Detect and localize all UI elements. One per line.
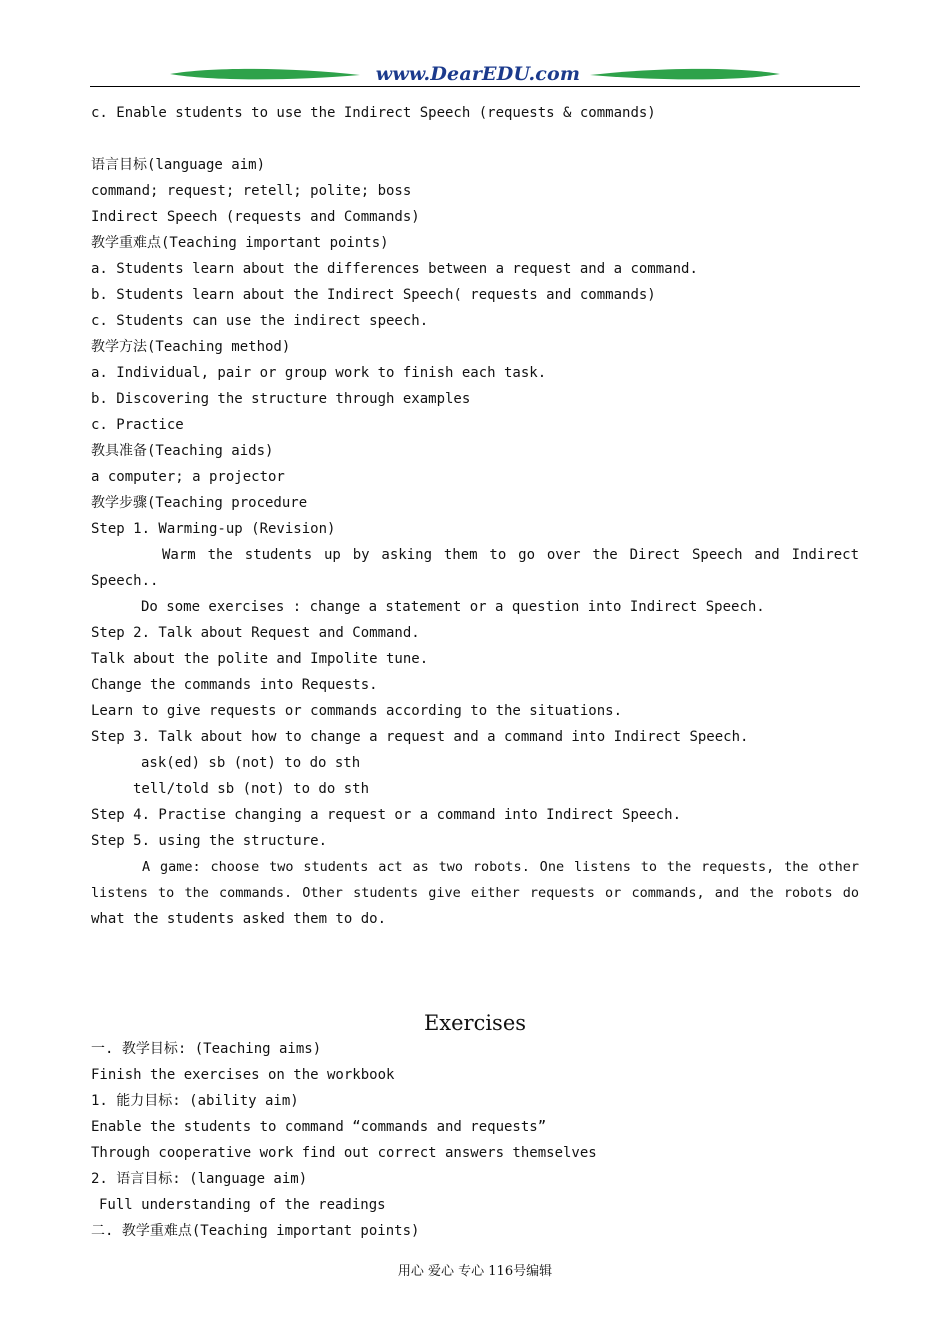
green-swoosh-right <box>590 66 780 82</box>
text-line: what the students asked them to do. <box>91 911 387 927</box>
text-line: c. Practice <box>91 417 184 433</box>
step-heading: Step 1. Warming-up (Revision) <box>91 521 336 537</box>
page-header <box>90 58 860 92</box>
section-heading: 教具准备(Teaching aids) <box>91 443 274 459</box>
text-line: command; request; retell; polite; boss <box>91 183 412 199</box>
paragraph-line: Warm the students up by asking them to go over the Direct Speech and Indirect <box>162 547 859 563</box>
structure-line: tell/told sb (not) to do sth <box>133 781 370 797</box>
text-line: Learn to give requests or commands according to the situations. <box>91 703 623 719</box>
text-line: b. Students learn about the Indirect Speech( requests and commands) <box>91 287 656 303</box>
section-heading: 教学步骤(Teaching procedure <box>91 495 308 511</box>
header-rule <box>90 86 860 87</box>
text-line: Talk about the polite and Impolite tune. <box>91 651 429 667</box>
text-line: b. Discovering the structure through examples <box>91 391 471 407</box>
step-heading: Step 2. Talk about Request and Command. <box>91 625 420 641</box>
section-heading: 2. 语言目标: (language aim) <box>91 1171 308 1187</box>
text-line: Change the commands into Requests. <box>91 677 378 693</box>
exercises-title: Exercises <box>423 1011 527 1035</box>
section-heading: 语言目标(language aim) <box>91 157 266 173</box>
text-line: Finish the exercises on the workbook <box>91 1067 395 1083</box>
paragraph-line: listens to the commands. Other students give either requests or commands, and the robots do <box>91 885 859 901</box>
step-heading: Step 4. Practise changing a request or a command into Indirect Speech. <box>91 807 682 823</box>
text-line: Do some exercises : change a statement or a question into Indirect Speech. <box>141 599 765 615</box>
structure-line: ask(ed) sb (not) to do sth <box>141 755 361 771</box>
text-line: c. Enable students to use the Indirect Speech (requests & commands) <box>91 105 656 121</box>
page-footer: 用心 爱心 专心 116号编辑 <box>397 1264 553 1279</box>
text-line: Through cooperative work find out correct answers themselves <box>91 1145 597 1161</box>
step-heading: Step 3. Talk about how to change a request and a command into Indirect Speech. <box>91 729 749 745</box>
site-logo-text: www.DearEDU.com <box>375 63 581 85</box>
section-heading: 教学重难点(Teaching important points) <box>91 235 389 251</box>
text-line: Enable the students to command “commands and requests” <box>91 1119 547 1135</box>
text-line: Full understanding of the readings <box>99 1197 386 1213</box>
text-line: Speech.. <box>91 573 159 589</box>
text-line: Indirect Speech (requests and Commands) <box>91 209 420 225</box>
text-line: a. Students learn about the differences between a request and a command. <box>91 261 698 277</box>
step-heading: Step 5. using the structure. <box>91 833 328 849</box>
paragraph-line: A game: choose two students act as two robots. One listens to the requests, the other <box>142 859 859 875</box>
section-heading: 1. 能力目标: (ability aim) <box>91 1093 299 1109</box>
text-line: a. Individual, pair or group work to finish each task. <box>91 365 547 381</box>
section-heading: 一. 教学目标: (Teaching aims) <box>91 1041 322 1057</box>
section-heading: 二. 教学重难点(Teaching important points) <box>91 1223 420 1239</box>
text-line: c. Students can use the indirect speech. <box>91 313 429 329</box>
text-line: a computer; a projector <box>91 469 285 485</box>
section-heading: 教学方法(Teaching method) <box>91 339 291 355</box>
green-swoosh-left <box>170 66 360 82</box>
